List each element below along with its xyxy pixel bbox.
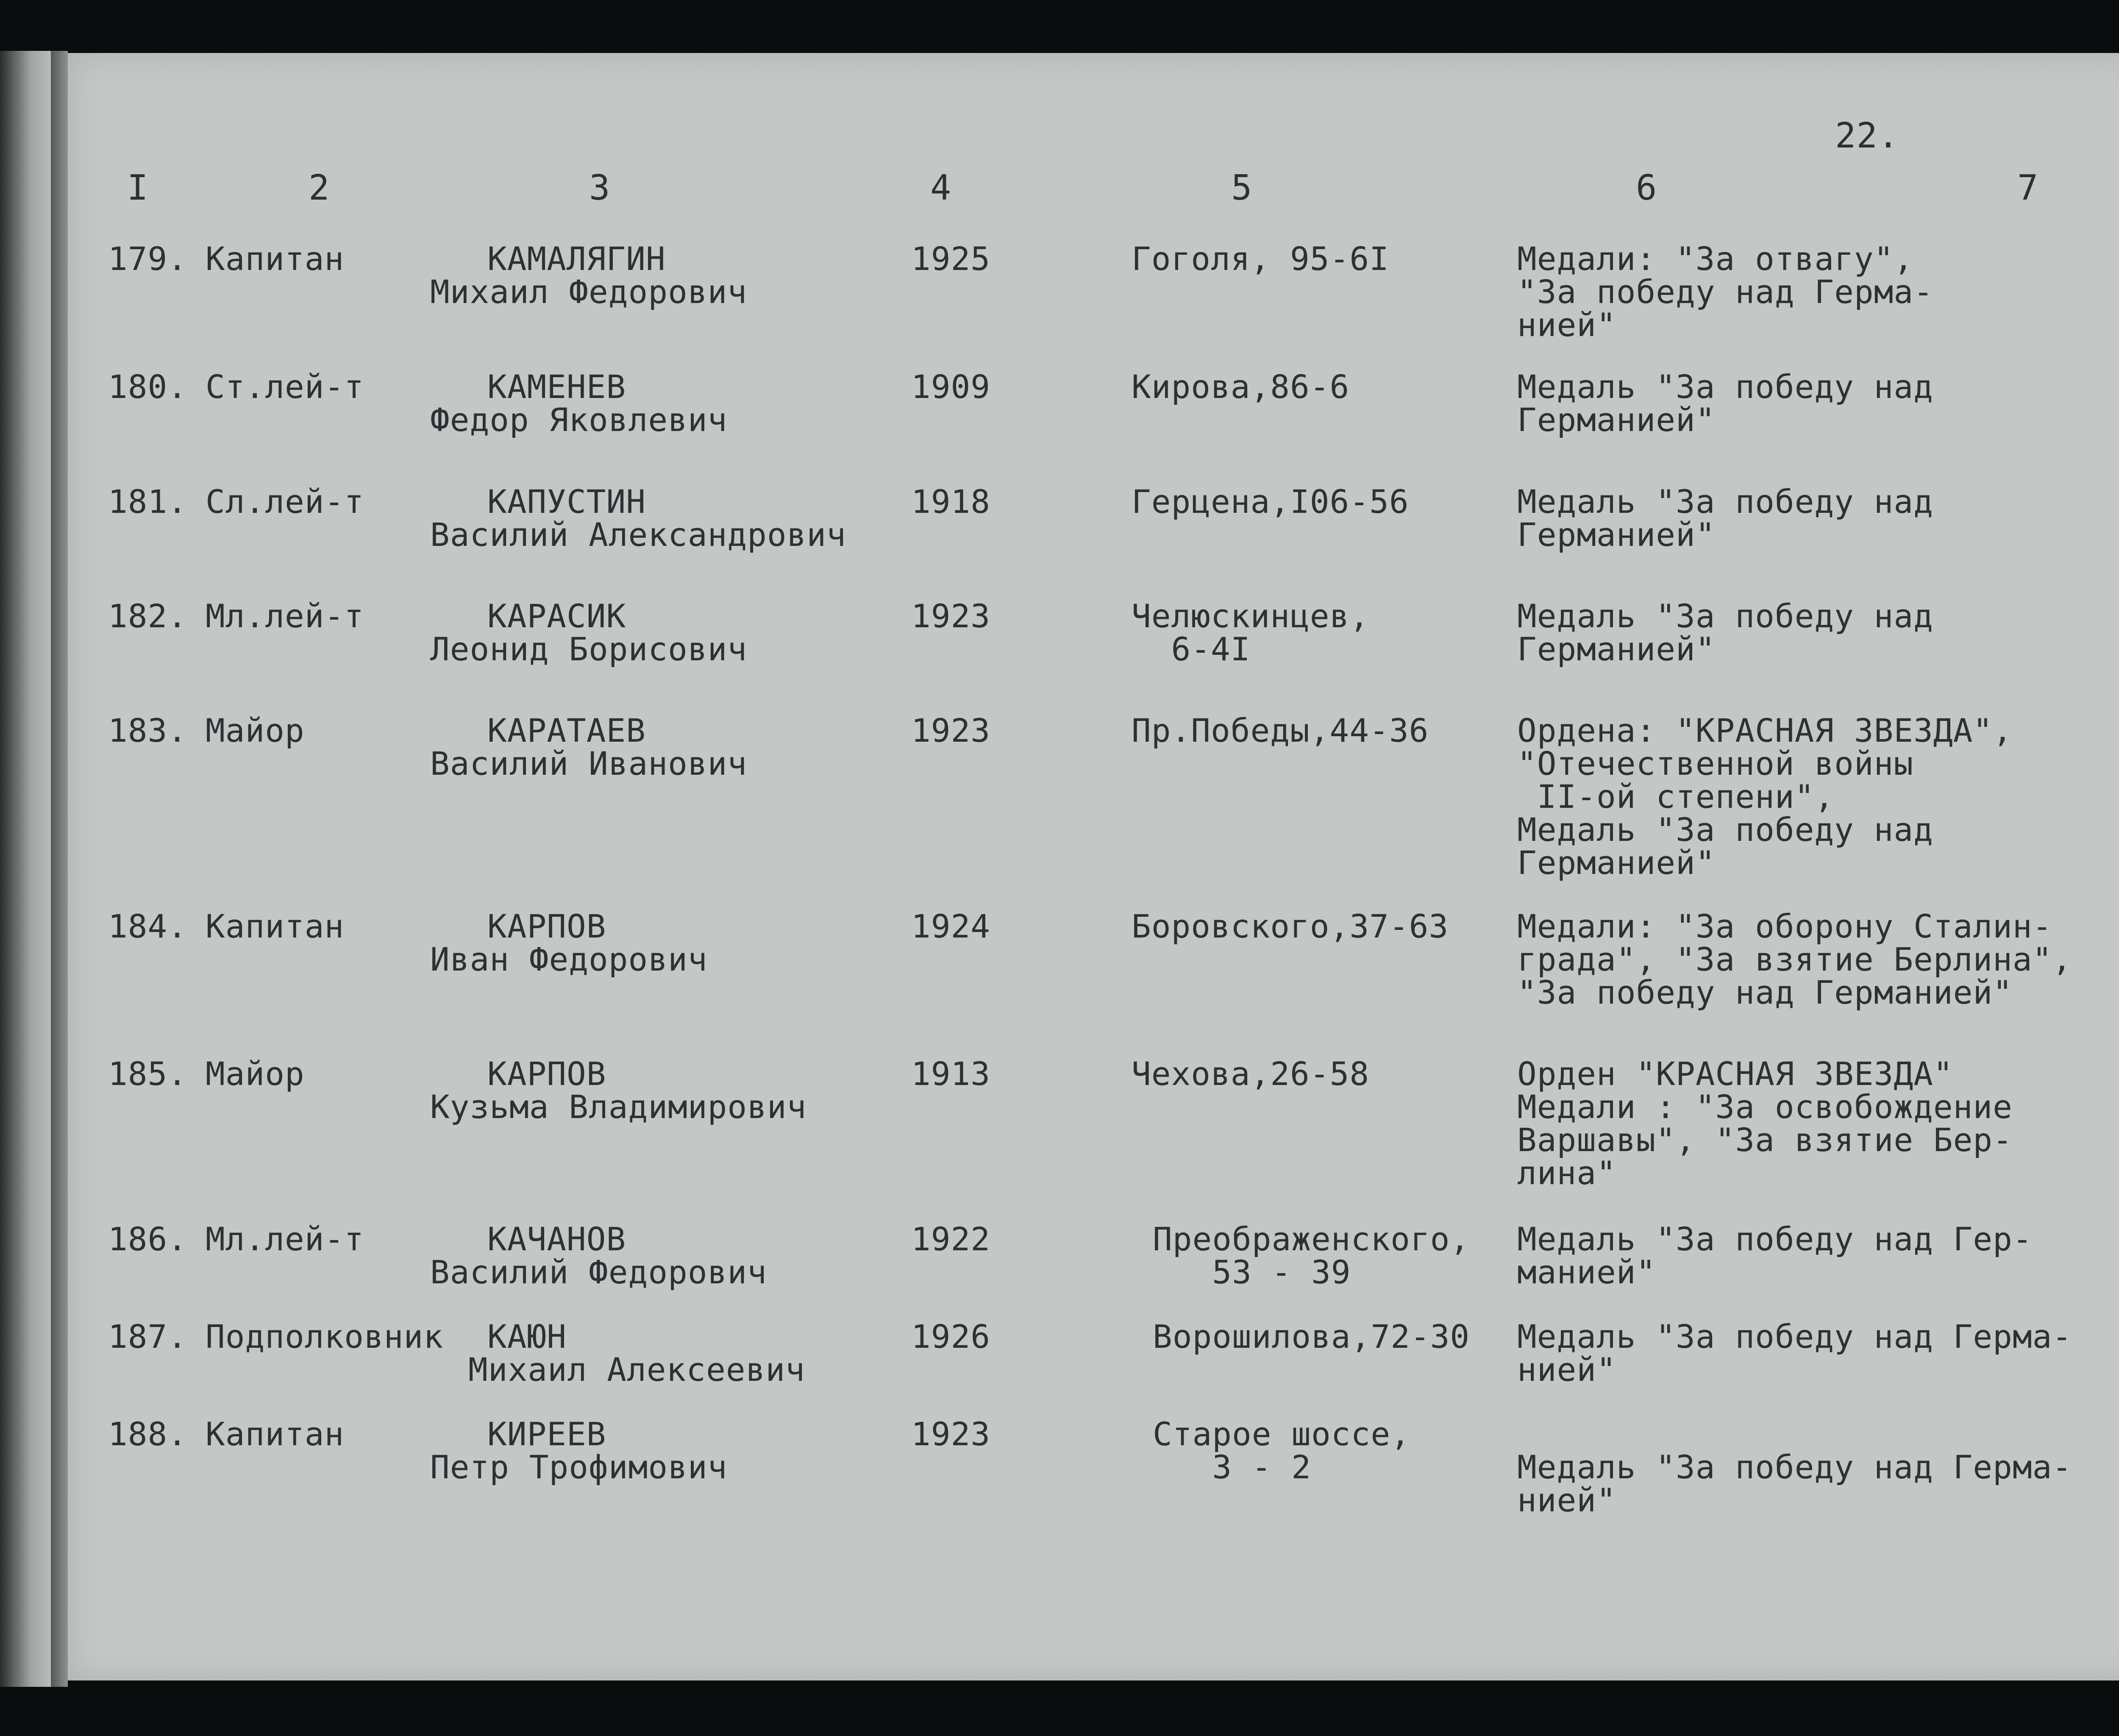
given-name-cell: Кузьма Владимирович bbox=[430, 1088, 807, 1126]
birth-year-cell: 1913 bbox=[911, 1055, 991, 1093]
given-name-cell: Василий Александрович bbox=[430, 516, 846, 554]
awards-cell: Медали: "За отвагу", "За победу над Герма- нией" bbox=[1517, 240, 1933, 344]
column-number-3: 3 bbox=[589, 168, 611, 208]
column-number-7: 7 bbox=[2017, 168, 2039, 208]
surname-cell: КАРАТАЕВ bbox=[487, 712, 646, 749]
given-name-cell: Михаил Алексеевич bbox=[468, 1351, 805, 1388]
row-number: 183. bbox=[108, 712, 188, 749]
given-name-cell: Петр Трофимович bbox=[430, 1448, 728, 1486]
birth-year-cell: 1923 bbox=[911, 597, 991, 635]
row-number: 187. bbox=[108, 1318, 188, 1355]
rank-cell: Мл.лей-т bbox=[206, 1220, 364, 1258]
surname-cell: КАМАЛЯГИН bbox=[487, 240, 666, 278]
awards-cell: Медали: "За оборону Сталин- града", "За взятие Берлина", "За победу над Германией" bbox=[1517, 907, 2072, 1011]
birth-year-cell: 1924 bbox=[911, 907, 991, 945]
birth-year-cell: 1909 bbox=[911, 368, 991, 406]
rank-cell: Подполковник bbox=[206, 1318, 444, 1355]
address-cell: Чехова,26-58 bbox=[1132, 1055, 1370, 1093]
surname-cell: КАРПОВ bbox=[487, 907, 606, 945]
address-cell: Старое шоссе, 3 - 2 bbox=[1153, 1415, 1410, 1486]
awards-cell: Медаль "За победу над Германией" bbox=[1517, 597, 1933, 668]
awards-cell: Орден "КРАСНАЯ ЗВЕЗДА" Медали : "За освобождение Варшавы", "За взятие Бер- лина" bbox=[1517, 1055, 2013, 1192]
given-name-cell: Федор Яковлевич bbox=[430, 401, 728, 439]
page-number: 22. bbox=[1835, 116, 1899, 156]
birth-year-cell: 1923 bbox=[911, 1415, 991, 1453]
rank-cell: Капитан bbox=[206, 1415, 345, 1453]
left-page-edge bbox=[0, 51, 51, 1687]
rank-cell: Ст.лей-т bbox=[206, 368, 364, 406]
rank-cell: Майор bbox=[206, 1055, 305, 1093]
column-number-1: I bbox=[127, 168, 149, 208]
rank-cell: Капитан bbox=[206, 907, 345, 945]
address-cell: Боровского,37-63 bbox=[1132, 907, 1449, 945]
column-number-5: 5 bbox=[1231, 168, 1253, 208]
address-cell: Герцена,I06-56 bbox=[1132, 483, 1409, 520]
address-cell: Ворошилова,72-30 bbox=[1153, 1318, 1470, 1355]
given-name-cell: Иван Федорович bbox=[430, 940, 708, 978]
surname-cell: КАМЕНЕВ bbox=[487, 368, 626, 406]
book-gutter bbox=[51, 51, 68, 1687]
birth-year-cell: 1918 bbox=[911, 483, 991, 520]
given-name-cell: Василий Иванович bbox=[430, 745, 748, 782]
awards-cell: Ордена: "КРАСНАЯ ЗВЕЗДА", "Отечественной войны II-ой степени", Медаль "За победу над Германией" bbox=[1517, 712, 2013, 882]
row-number: 185. bbox=[108, 1055, 188, 1093]
row-number: 179. bbox=[108, 240, 188, 278]
surname-cell: КАПУСТИН bbox=[487, 483, 646, 520]
surname-cell: КАРАСИК bbox=[487, 597, 626, 635]
birth-year-cell: 1925 bbox=[911, 240, 991, 278]
row-number: 182. bbox=[108, 597, 188, 635]
awards-cell: Медаль "За победу над Герма- нией" bbox=[1517, 1318, 2072, 1388]
row-number: 186. bbox=[108, 1220, 188, 1258]
awards-cell: Медаль "За победу над Германией" bbox=[1517, 368, 1933, 439]
row-number: 180. bbox=[108, 368, 188, 406]
rank-cell: Сл.лей-т bbox=[206, 483, 364, 520]
awards-cell: Медаль "За победу над Герма- нией" bbox=[1517, 1448, 2072, 1519]
rank-cell: Майор bbox=[206, 712, 305, 749]
column-number-4: 4 bbox=[930, 168, 952, 208]
address-cell: Челюскинцев, 6-4I bbox=[1132, 597, 1370, 668]
address-cell: Гоголя, 95-6I bbox=[1132, 240, 1389, 278]
row-number: 184. bbox=[108, 907, 188, 945]
surname-cell: КАРПОВ bbox=[487, 1055, 606, 1093]
surname-cell: КАЧАНОВ bbox=[487, 1220, 626, 1258]
awards-cell: Медаль "За победу над Германией" bbox=[1517, 483, 1933, 554]
column-number-2: 2 bbox=[309, 168, 330, 208]
row-number: 188. bbox=[108, 1415, 188, 1453]
surname-cell: КАЮН bbox=[487, 1318, 567, 1355]
address-cell: Преображенского, 53 - 39 bbox=[1153, 1220, 1470, 1291]
surname-cell: КИРЕЕВ bbox=[487, 1415, 606, 1453]
address-cell: Пр.Победы,44-36 bbox=[1132, 712, 1429, 749]
birth-year-cell: 1923 bbox=[911, 712, 991, 749]
address-cell: Кирова,86-6 bbox=[1132, 368, 1350, 406]
row-number: 181. bbox=[108, 483, 188, 520]
birth-year-cell: 1922 bbox=[911, 1220, 991, 1258]
awards-cell: Медаль "За победу над Гер- манией" bbox=[1517, 1220, 2033, 1291]
column-number-6: 6 bbox=[1636, 168, 1657, 208]
given-name-cell: Михаил Федорович bbox=[430, 273, 748, 311]
given-name-cell: Леонид Борисович bbox=[430, 630, 748, 668]
given-name-cell: Василий Федорович bbox=[430, 1253, 767, 1291]
rank-cell: Мл.лей-т bbox=[206, 597, 364, 635]
rank-cell: Капитан bbox=[206, 240, 345, 278]
birth-year-cell: 1926 bbox=[911, 1318, 991, 1355]
